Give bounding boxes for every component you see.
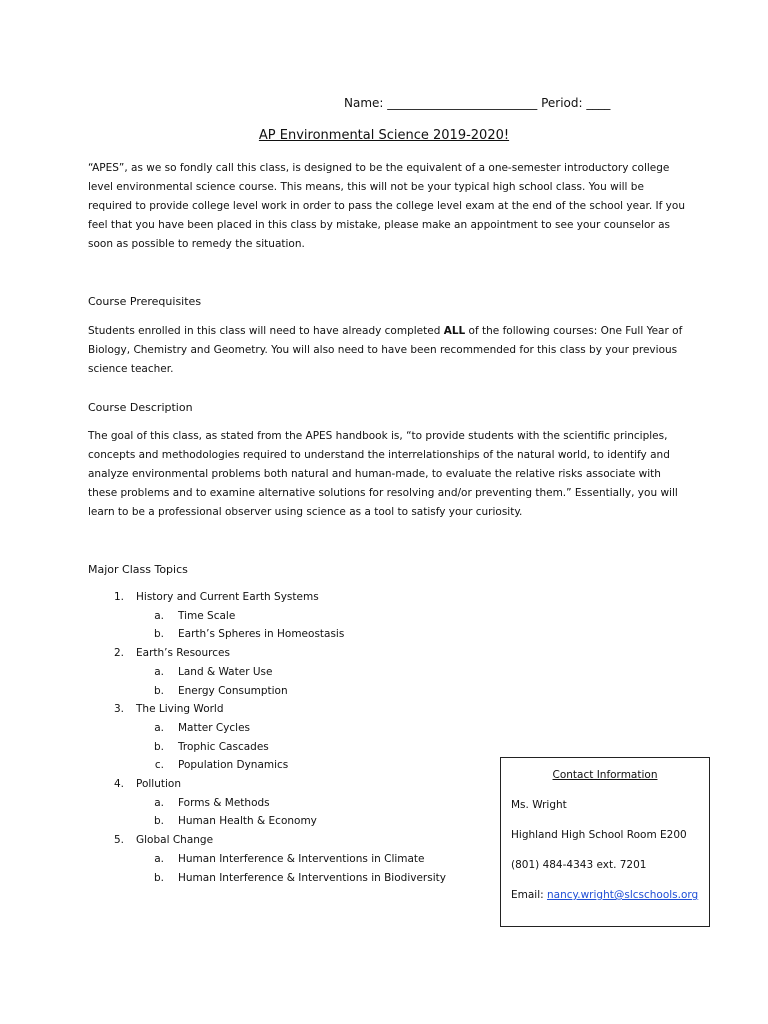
intro-paragraph: “APES”, as we so fondly call this class, is designed to be the equivalent of a one-semester introductory college level environmental science course. This means, this will not be your typical high school class. You will be required to provide college level work in order to pass the college level exam at the end of the school year. If you feel that you have been placed in this class by mistake, please make an appointment to see your counselor as soon as possible to remedy the situation. xyxy=(88,162,685,250)
topic-label: History and Current Earth Systems xyxy=(136,591,319,603)
contact-email-row xyxy=(511,886,699,905)
subtopic-number: b. xyxy=(153,815,164,828)
topic-label: The Living World xyxy=(136,703,224,716)
topic-number: 5. xyxy=(113,834,124,847)
subtopic-number: b. xyxy=(153,628,164,641)
subtopic-number: a. xyxy=(154,796,164,809)
prerequisites-emphasis: ALL xyxy=(443,325,466,337)
topic-label: Global Change xyxy=(136,834,214,847)
list-item xyxy=(88,588,488,644)
contact-name: Ms. Wright xyxy=(511,799,567,811)
subtopic-label: Energy Consumption xyxy=(178,684,288,697)
prerequisites-heading: Course Prerequisites xyxy=(88,295,202,308)
list-item xyxy=(88,644,488,700)
topic-label: Earth’s Resources xyxy=(136,647,230,660)
subtopic-number: a. xyxy=(154,721,164,734)
email-label: Email: xyxy=(511,889,548,901)
contact-phone: (801) 484-4343 ext. 7201 xyxy=(511,859,647,871)
email-link[interactable]: nancy.wright@slcschools.org xyxy=(547,889,699,901)
page-title: AP Environmental Science 2019-2020! xyxy=(258,128,510,143)
topic-number: 4. xyxy=(113,778,124,791)
subtopic-label: Population Dynamics xyxy=(178,759,289,772)
description-paragraph: The goal of this class, as stated from the APES handbook is, “to provide students with the scientific principles, concepts and methodologies required to understand the interrelationships of the natural world, to identify and analyze environmental problems both natural and human-made, to evaluate the relative risks associate with these problems and to examine alternative solutions for resolving and/or preventing them.” Essentially, you will learn to be a professional observer using science as a tool to satisfy your curiosity. xyxy=(88,430,678,518)
contact-info-box xyxy=(500,757,710,927)
subtopic-label: Trophic Cascades xyxy=(178,740,269,753)
subtopic-label: Earth’s Spheres in Homeostasis xyxy=(178,628,345,641)
topic-number: 3. xyxy=(113,703,124,716)
subtopic-label: Land & Water Use xyxy=(178,665,273,678)
topics-list xyxy=(88,588,488,887)
topic-number: 1. xyxy=(113,591,124,603)
subtopic-label: Forms & Methods xyxy=(178,796,270,809)
subtopic-label: Human Interference & Interventions in Biodiversity xyxy=(178,871,446,884)
subtopic-label: Human Interference & Interventions in Climate xyxy=(178,852,425,865)
subtopic-number: a. xyxy=(154,665,164,678)
description-heading: Course Description xyxy=(88,401,193,414)
subtopic-number: c. xyxy=(154,759,164,772)
list-item xyxy=(88,775,488,831)
prerequisites-text-start: Students enrolled in this class will need to have already completed xyxy=(88,325,444,337)
topics-heading: Major Class Topics xyxy=(88,563,188,576)
topic-label: Pollution xyxy=(136,778,181,791)
prerequisites-paragraph xyxy=(88,322,688,379)
subtopic-number: b. xyxy=(153,871,164,884)
name-period-line: Name: _________________________ Period: ____ xyxy=(344,96,611,110)
prerequisites-text-end: of the following courses: One Full Year of Biology, Chemistry and Geometry. You will also need to have been recommended for this class by your previous science teacher. xyxy=(88,325,683,375)
subtopic-number: b. xyxy=(153,684,164,697)
subtopic-number: b. xyxy=(153,740,164,753)
subtopic-label: Human Health & Economy xyxy=(178,815,317,828)
subtopic-number: a. xyxy=(154,609,164,622)
list-item xyxy=(88,831,488,887)
subtopic-number: a. xyxy=(154,852,164,865)
contact-title: Contact Information xyxy=(552,769,658,781)
subtopic-label: Time Scale xyxy=(178,609,236,622)
subtopic-label: Matter Cycles xyxy=(178,721,251,734)
topic-number: 2. xyxy=(113,647,124,660)
contact-room: Highland High School Room E200 xyxy=(511,829,687,841)
list-item xyxy=(88,700,488,775)
